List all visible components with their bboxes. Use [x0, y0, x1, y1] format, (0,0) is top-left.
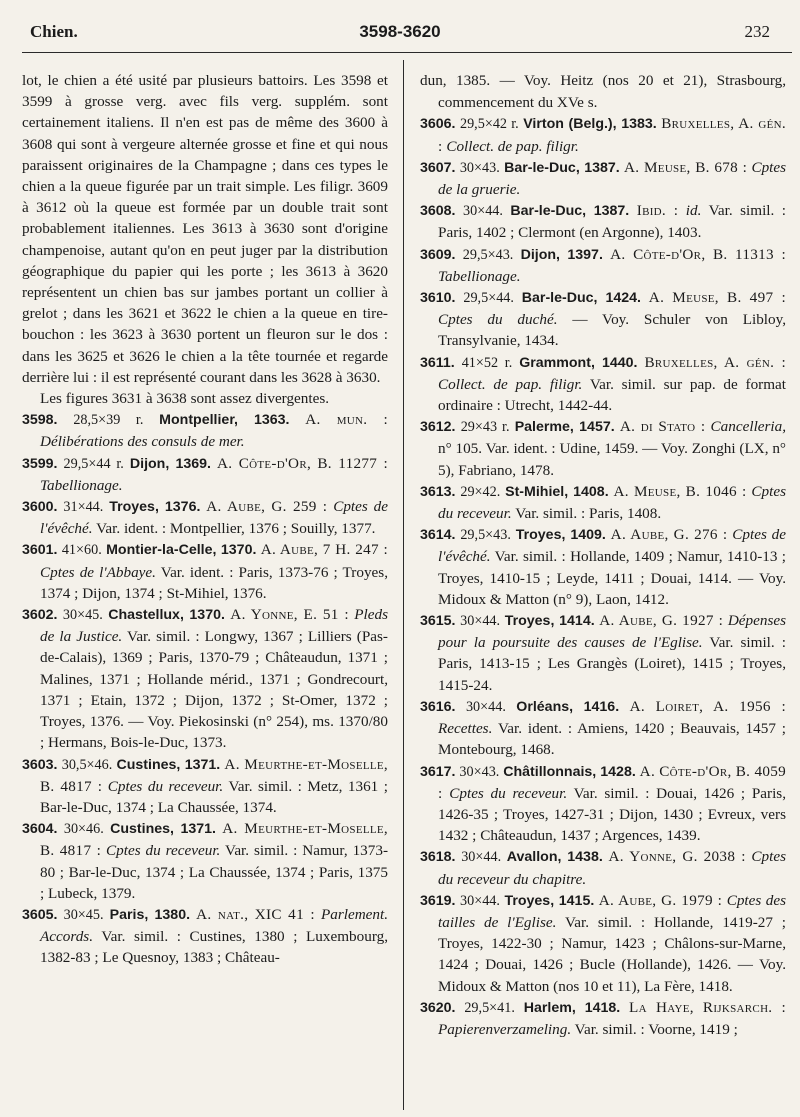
entry-fonds: Tabellionage. — [438, 267, 521, 285]
entry-number: 3603. — [22, 756, 58, 773]
entry-place-date: Bar-le-Duc, 1424. — [521, 290, 641, 307]
watermark-entry — [420, 997, 786, 1040]
entry-archive: A. Meuse, B. 497 : — [648, 289, 787, 307]
entry-dimensions: 29,5×44 r. — [63, 455, 124, 472]
entry-dimensions: 29,5×42 r. — [459, 116, 519, 133]
entry-variants: Var. simil. : Paris, 1413-15 ; Les Grangès (Loiret), 1415 ; Troyes, 1415-24. — [438, 634, 786, 694]
watermark-entry — [420, 244, 786, 287]
entry-number: 3604. — [22, 821, 58, 838]
entry-dimensions: 30×44. — [465, 698, 506, 715]
entry-archive: A. Meurthe-et-Moselle, B. 4817 : — [40, 755, 389, 795]
entry-variants: Var. simil. : Hollande, 1419-27 ; Troyes, 1422-30 ; Namur, 1423 ; Châlons-sur-Marne, 1424 ; Douai, 1426 ; Bucle (Hollande), 1426. — Voy. Midoux & Matton (nos 10 et 11), La Fère, 1418. — [438, 913, 787, 995]
entry-number: 3616. — [420, 698, 456, 715]
entry-place-date: Paris, 1380. — [109, 906, 191, 923]
entry-variants: Var. simil. : Paris, 1402 ; Clermont (en Argonne), 1403. — [438, 202, 787, 242]
entry-dimensions: 28,5×39 r. — [73, 412, 144, 429]
watermark-entry — [420, 846, 786, 889]
entry-fonds: Cptes du receveur du chapitre. — [438, 848, 786, 888]
entry-archive: A. Côte-d'Or, B. 11277 : — [217, 454, 388, 472]
entry-number: 3610. — [420, 290, 456, 307]
entry-archive: Bruxelles, A. gén. : — [438, 115, 786, 155]
entry-dimensions: 29×43 r. — [460, 419, 510, 436]
entry-number: 3617. — [420, 763, 456, 780]
entry-place-date: Montpellier, 1363. — [159, 412, 290, 429]
watermark-entry — [420, 352, 786, 417]
entry-place-date: Orléans, 1416. — [516, 698, 620, 715]
entry-place-date: Virton (Belg.), 1383. — [523, 116, 657, 133]
entry-dimensions: 30×44. — [461, 849, 502, 866]
entry-place-date: Troyes, 1415. — [504, 892, 595, 909]
running-header — [0, 22, 800, 48]
entry-place-date: Chastellux, 1370. — [108, 607, 225, 624]
watermark-entry — [420, 157, 786, 200]
entry-place-date: Bar-le-Duc, 1387. — [504, 159, 620, 176]
entry-variants: — Voy. Schuler von Libloy, Transylvanie, 1434. — [438, 311, 787, 350]
entry-archive: La Haye, Rijksarch. : — [629, 998, 787, 1016]
watermark-entry — [420, 113, 786, 156]
entry-archive: A. Meurthe-et-Moselle, B. 4817 : — [40, 820, 388, 860]
entry-archive: A. Aube, 7 H. 247 : — [260, 541, 389, 559]
entry-fonds: Collect. de pap. filigr. — [446, 137, 579, 155]
watermark-entry — [420, 524, 786, 610]
entry-fonds: Cptes de la gruerie. — [438, 158, 787, 199]
entry-variants: Var. simil. : Namur, 1373-80 ; Bar-le-Duc, 1374 ; La Chaussée, 1374 ; Paris, 1375 ; Lubeck, 1379. — [40, 842, 389, 902]
watermark-entry — [22, 904, 388, 969]
entry-number: 3614. — [420, 527, 456, 544]
header-section-title: Chien. — [30, 22, 78, 41]
entry-fonds: Délibérations des consuls de mer. — [40, 433, 245, 451]
intro-text — [22, 70, 388, 409]
entry-archive: A. Aube, G. 1979 : — [598, 891, 723, 909]
entry-dimensions: 31×44. — [63, 499, 104, 516]
entry-dimensions: 30,5×46. — [61, 756, 113, 773]
entry-number: 3612. — [420, 419, 456, 436]
entry-variants: Var. simil. : Paris, 1408. — [515, 505, 662, 523]
entry-variants: Var. simil. : Custines, 1380 ; Luxembourg, 1382-83 ; Le Quesnoy, 1383 ; Château- — [40, 928, 389, 967]
entry-number: 3607. — [420, 159, 456, 176]
entry-archive: A. Côte-d'Or, B. 4059 : — [438, 762, 787, 802]
entry-number: 3619. — [420, 892, 456, 909]
entry-fonds: Cptes du duché. — [438, 311, 558, 329]
page-number: 232 — [744, 22, 770, 41]
entry-place-date: Châtillonnais, 1428. — [503, 763, 636, 780]
entry-fonds: Cancelleria, — [710, 418, 787, 436]
entry-dimensions: 30×43. — [459, 763, 500, 780]
watermark-entry — [22, 754, 388, 819]
entry-fonds: Cptes du receveur. — [449, 784, 568, 802]
entry-fonds: Cptes du receveur. — [106, 842, 221, 860]
watermark-entry — [22, 453, 388, 496]
entry-number: 3608. — [420, 203, 456, 220]
entry-archive: Bruxelles, A. gén. : — [644, 353, 787, 371]
entry-archive: A. di Stato : — [619, 418, 706, 436]
entry-place-date: Bar-le-Duc, 1387. — [510, 203, 630, 220]
entry-place-date: Custines, 1371. — [116, 756, 221, 773]
watermark-entry — [22, 818, 388, 904]
entry-dimensions: 30×44. — [460, 613, 501, 630]
entry-archive: A. Côte-d'Or, B. 11313 : — [610, 245, 787, 263]
entry-fonds: Dépenses pour la poursuite des causes de l'Eglise. — [438, 612, 787, 652]
watermark-entry — [22, 496, 388, 539]
left-column — [22, 70, 388, 969]
entry-variants: Var. ident. : Paris, 1373-76 ; Troyes, 1374 ; Dijon, 1374 ; St-Mihiel, 1376. — [40, 563, 388, 602]
entry-fonds: Papierenverzameling. — [438, 1020, 572, 1038]
entry-number: 3598. — [22, 412, 58, 429]
entry-place-date: St-Mihiel, 1408. — [505, 483, 609, 500]
entry-variants: Var. simil. : Voorne, 1419 ; — [574, 1020, 738, 1038]
watermark-entry — [22, 604, 388, 753]
entry-fonds: Cptes de l'évêché. — [438, 526, 787, 566]
entry-dimensions: 30×45. — [63, 906, 104, 923]
entry-variants: Var. ident. : Montpellier, 1376 ; Souilly, 1377. — [96, 520, 376, 538]
entry-fonds: Cptes de l'Abbaye. — [40, 563, 156, 581]
entry-fonds: id. — [685, 202, 702, 220]
entry-fonds: Collect. de pap. filigr. — [438, 375, 583, 393]
entry-number: 3609. — [420, 246, 456, 263]
entry-fonds: Cptes de l'évêché. — [40, 498, 389, 538]
entry-dimensions: 30×44. — [460, 892, 500, 909]
entry-variants: dun, 1385. — Voy. Heitz (nos 20 et 21), Strasbourg, commencement du XVe s. — [420, 72, 786, 112]
entry-archive: A. mun. : — [305, 411, 388, 429]
left-entry-list — [22, 409, 388, 968]
entry-archive: A. nat., XIC 41 : — [196, 905, 315, 923]
entry-dimensions: 41×60. — [61, 542, 102, 559]
entry-dimensions: 30×45. — [62, 607, 103, 624]
entry-dimensions: 29,5×41. — [464, 999, 515, 1016]
entry-fonds: Tabellionage. — [40, 476, 123, 494]
right-column — [420, 70, 786, 1040]
entry-archive: A. Meuse, B. 1046 : — [613, 482, 747, 500]
entry-fonds: Pleds de la Justice. — [40, 606, 389, 646]
entry-fonds: Cptes des tailles de l'Eglise. — [438, 891, 787, 931]
entry-dimensions: 41×52 r. — [461, 354, 513, 371]
header-range: 3598-3620 — [359, 22, 441, 41]
header-rule — [22, 52, 792, 53]
entry-number: 3620. — [420, 999, 456, 1016]
entry-number: 3601. — [22, 542, 58, 559]
entry-number: 3611. — [420, 354, 455, 371]
entry-dimensions: 30×46. — [63, 821, 104, 838]
watermark-entry — [420, 481, 786, 524]
entry-archive: A. Aube, G. 276 : — [610, 526, 728, 544]
entry-variants: Var. simil. sur pap. de format ordinaire : Utrecht, 1442-44. — [438, 375, 786, 415]
entry-number: 3602. — [22, 607, 58, 624]
entry-number: 3599. — [22, 455, 58, 472]
watermark-entry — [420, 761, 786, 847]
entry-archive: A. Yonne, G. 2038 : — [608, 848, 746, 866]
entry-dimensions: 30×43. — [459, 159, 500, 176]
watermark-entry — [420, 890, 786, 997]
entry-number: 3606. — [420, 116, 456, 133]
entry-place-date: Dijon, 1369. — [129, 455, 211, 472]
entry-archive: Ibid. : — [636, 202, 679, 220]
entry-variants: n° 105. Var. ident. : Udine, 1459. — Voy. Zonghi (LX, n° 5), Fabriano, 1478. — [438, 440, 786, 479]
entry-dimensions: 29,5×43. — [460, 527, 511, 544]
entry-variants: Var. simil. : Hollande, 1409 ; Namur, 1410-13 ; Troyes, 1410-15 ; Leyde, 1411 ; Douai, 1414. — Voy. Midoux & Matton (n° 9), Laon, 1412. — [438, 548, 786, 608]
entry-variants: Var. simil. : Metz, 1361 ; Bar-le-Duc, 1374 ; La Chaussée, 1374. — [40, 777, 389, 816]
entry-fonds: Cptes du receveur. — [107, 777, 224, 795]
entry-place-date: Custines, 1371. — [110, 821, 216, 838]
entry-archive: A. Meuse, B. 678 : — [624, 158, 748, 176]
entry-place-date: Grammont, 1440. — [519, 354, 638, 371]
entry-archive: A. Aube, G. 259 : — [206, 498, 328, 516]
watermark-entry — [22, 539, 388, 604]
entry-place-date: Avallon, 1438. — [506, 849, 603, 866]
entry-place-date: Dijon, 1397. — [520, 246, 603, 263]
entry-dimensions: 30×44. — [463, 203, 503, 220]
entry-archive: A. Yonne, E. 51 : — [230, 606, 349, 624]
entry-place-date: Troyes, 1376. — [109, 499, 201, 516]
entry-number: 3600. — [22, 499, 58, 516]
entry-fonds: Recettes. — [438, 720, 493, 738]
entry-place-date: Troyes, 1409. — [515, 527, 606, 544]
right-entry-list — [420, 70, 786, 1040]
intro-paragraph: Les figures 3631 à 3638 sont assez divergentes. — [40, 390, 330, 408]
entry-place-date: Troyes, 1414. — [504, 613, 595, 630]
entry-number: 3618. — [420, 849, 456, 866]
watermark-entry — [420, 200, 786, 243]
watermark-entry — [22, 409, 388, 452]
entry-dimensions: 29,5×43. — [462, 246, 514, 263]
entry-number: 3613. — [420, 483, 456, 500]
entry-fonds: Cptes du receveur. — [438, 482, 786, 523]
intro-paragraph: lot, le chien a été usité par plusieurs battoirs. Les 3598 et 3599 à grosse verg. avec fils verg. supplém. sont certainement italiens. Il n'en est pas de même des 3600 à 3608 qui sont à vergeure alternée grosse et fine et qui nous paraissent originaires de la Champagne ; dans ces types le chien a la queue figurée par un trait simple. Les filigr. 3609 à 3612 où la queue est formée par un double trait sont probablement italiennes. Les 3613 à 3630 sont d'origine champenoise, autant qu'on en peut juger par la distribution géographique du papier qui les porte ; les 3613 à 3620 représentent un chien bas sur jambes portant un collier à grelot ; dans les 3621 et 3622 le chien a la queue en tire-bouchon : les 3623 à 3630 portent un fleuron sur le dos : dans les 3625 et 3626 le chien a la tête tournée et regarde derrière lui : il est représenté courant dans les 3628 à 3630. — [22, 72, 388, 386]
entry-archive: A. Loiret, A. 1956 : — [629, 697, 786, 715]
entry-number: 3615. — [420, 613, 456, 630]
entry-place-date: Harlem, 1418. — [523, 999, 621, 1016]
entry-place-date: Montier-la-Celle, 1370. — [106, 542, 257, 559]
entry-variants: Var. simil. : Douai, 1426 ; Paris, 1426-35 ; Troyes, 1427-31 ; Dijon, 1430 ; Evreux, vers 1432 ; Châteaudun, 1437 ; Argences, 1439. — [438, 784, 787, 845]
watermark-entry — [420, 70, 786, 113]
entry-fonds: Parlement. Accords. — [40, 905, 389, 946]
watermark-entry — [420, 696, 786, 761]
entry-number: 3605. — [22, 906, 58, 923]
watermark-entry — [420, 610, 786, 696]
watermark-entry — [420, 287, 786, 352]
entry-archive: A. Aube, G. 1927 : — [599, 612, 724, 630]
entry-variants: Var. ident. : Amiens, 1420 ; Beauvais, 1457 ; Montebourg, 1468. — [438, 720, 786, 759]
column-divider — [403, 60, 404, 1110]
entry-place-date: Palerme, 1457. — [514, 419, 615, 436]
entry-dimensions: 29,5×44. — [463, 290, 514, 307]
entry-dimensions: 29×42. — [460, 483, 501, 500]
watermark-entry — [420, 416, 786, 481]
entry-variants: Var. simil. : Longwy, 1367 ; Lilliers (Pas-de-Calais), 1369 ; Paris, 1370-79 ; Châteaudun, 1371 ; Malines, 1371 ; Hollande mérid., 1371 ; Gondrecourt, 1371 ; Etain, 1372 ; Dijon, 1372 ; St-Omer, 1372 ; Troyes, 1376. — Voy. Piekosinski (n° 254), ms. 1370/80 ; Hermans, Bois-le-Duc, 1373. — [40, 628, 388, 752]
